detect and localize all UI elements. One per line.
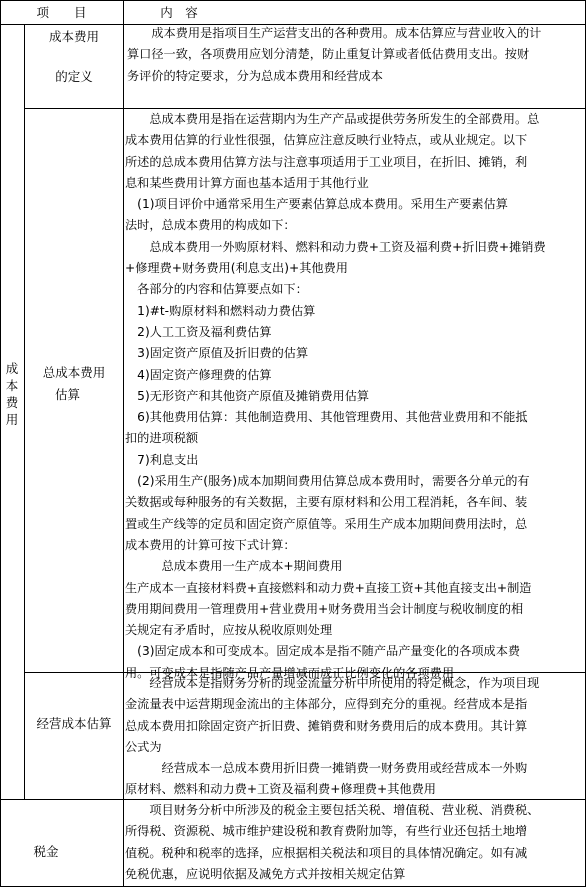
row-label-tax: 税金	[33, 844, 59, 859]
row-label-total-cost-line2: 估算	[55, 387, 81, 402]
row-label-definition-line1: 成本费用	[48, 29, 99, 44]
text-line: 总成本费用一外购原材料、燃料和动力费+工资及福利费+折旧费+摊销费	[125, 239, 546, 254]
header-content: 内 容	[160, 5, 198, 20]
text-line: 关规定有矛盾时，应按从税收原则处理	[125, 623, 333, 638]
text-line: 经营成本一总成本费用折旧费一摊销费一财务费用或经营成本一外购	[125, 761, 528, 776]
text-line: 务评价的特定要求，分为总成本费用和经营成本	[127, 68, 383, 83]
text-line: 公式为	[125, 739, 162, 754]
text-line: 用。可变成本是指随产品产量增减而成正比例变化的各项费用	[125, 665, 455, 680]
text-line: (3)固定成本和可变成本。固定成本是指不随产品产量变化的各项成本费	[125, 644, 521, 659]
text-line: 值税。税种和税率的选择，应根据相关税法和项目的具体情况确定。如有减	[125, 845, 528, 860]
text-line: 免税优惠，应说明依据及减免方式并按相关规定估算	[125, 866, 406, 881]
table-border-top	[0, 0, 586, 1]
table-border-bottom	[0, 886, 586, 887]
row-label-total-cost-line1: 总成本费用	[42, 365, 106, 380]
row-label-operating-cost: 经营成本估算	[36, 716, 112, 731]
text-line: 生产成本一直接材料费+直接燃料和动力费+直接工资+其他直接支出+制造	[125, 580, 532, 595]
text-line: 总成本费用是指在运营期内为生产产品或提供劳务所发生的全部费用。总	[125, 112, 540, 126]
text-line: 6)其他费用估算：其他制造费用、其他管理费用、其他营业费用和不能抵	[125, 410, 528, 425]
text-line: 成本费用是指项目生产运营支出的各种费用。成本估算应与营业收入的计	[127, 26, 542, 40]
text-line: 费用期间费用一管理费用+营业费用+财务费用当会计制度与税收制度的相	[125, 601, 524, 616]
text-line: 经营成本是指财务分析的现金流量分析中所使用的特定概念，作为项目现	[125, 676, 540, 690]
header-item: 项 目	[36, 5, 87, 20]
definition-text	[127, 23, 582, 87]
text-line: 各部分的内容和估算要点如下：	[125, 282, 308, 297]
text-line: 成本费用的计算可按下式计算：	[125, 537, 296, 552]
text-line: 法时，总成本费用的构成如下：	[125, 218, 296, 233]
text-line: 总成本费用扣除固定资产折旧费、摊销费和财务费用后的成本费用。其计算	[125, 718, 528, 733]
row-label-definition-line2: 的定义	[55, 69, 93, 84]
table-border-left	[0, 0, 1, 887]
label-column-rule	[123, 0, 124, 887]
text-line: 成本费用估算的行业性很强，估算应注意反映行业特点，或从业规定。以下	[125, 133, 528, 148]
operating-cost-text	[125, 673, 583, 801]
group-column-rule	[24, 24, 25, 799]
text-line: 息和某些费用计算方面也基本适用于其他行业	[125, 175, 369, 190]
text-line: 4)固定资产修理费的估算	[125, 367, 272, 382]
text-line: 2)人工工资及福利费估算	[125, 324, 272, 339]
text-line: 项目财务分析中所涉及的税金主要包括关税、增值税、营业税、消费税、	[125, 803, 540, 817]
text-line: 置或生产线等的定员和固定资产原值等。采用生产成本加期间费用法时，总	[125, 516, 528, 531]
text-line: 所述的总成本费用估算方法与注意事项适用于工业项目，在折旧、摊销，利	[125, 154, 528, 169]
text-line: 3)固定资产原值及折旧费的估算	[125, 346, 309, 361]
text-line: 7)利息支出	[125, 452, 199, 467]
text-line: 原材料、燃料和动力费+工资及福利费+修理费+其他费用	[125, 782, 436, 797]
tax-text	[125, 800, 583, 885]
text-line: 5)无形资产和其他资产原值及摊销费用估算	[125, 388, 370, 403]
group-label-cost: 成本费用	[5, 361, 19, 427]
text-line: 1)#t-购原材料和燃料动力费估算	[125, 303, 316, 318]
text-line: 所得税、资源税、城市维护建设税和教育费附加等，有些行业还包括土地增	[125, 824, 528, 839]
text-line: +修理费+财务费用(利息支出)+其他费用	[125, 261, 348, 276]
text-line: (1)项目评价中通常采用生产要素估算总成本费用。采用生产要素估算	[125, 197, 508, 212]
text-line: (2)采用生产(服务)成本加期间费用估算总成本费用时，需要各分单元的有	[125, 474, 530, 489]
text-line: 关数据或每种服务的有关数据，主要有原材料和公用工程消耗，各车间、装	[125, 495, 528, 510]
text-line: 扣的进项税额	[125, 431, 199, 446]
text-line: 总成本费用一生产成本+期间费用	[125, 559, 343, 574]
text-line: 算口径一致，各项费用应划分清楚，防止重复计算或者低估费用支出。按财	[127, 47, 530, 62]
total-cost-text	[125, 109, 583, 684]
text-line: 金流量表中运营期现金流出的主体部分，应得到充分的重视。经营成本是指	[125, 697, 528, 712]
